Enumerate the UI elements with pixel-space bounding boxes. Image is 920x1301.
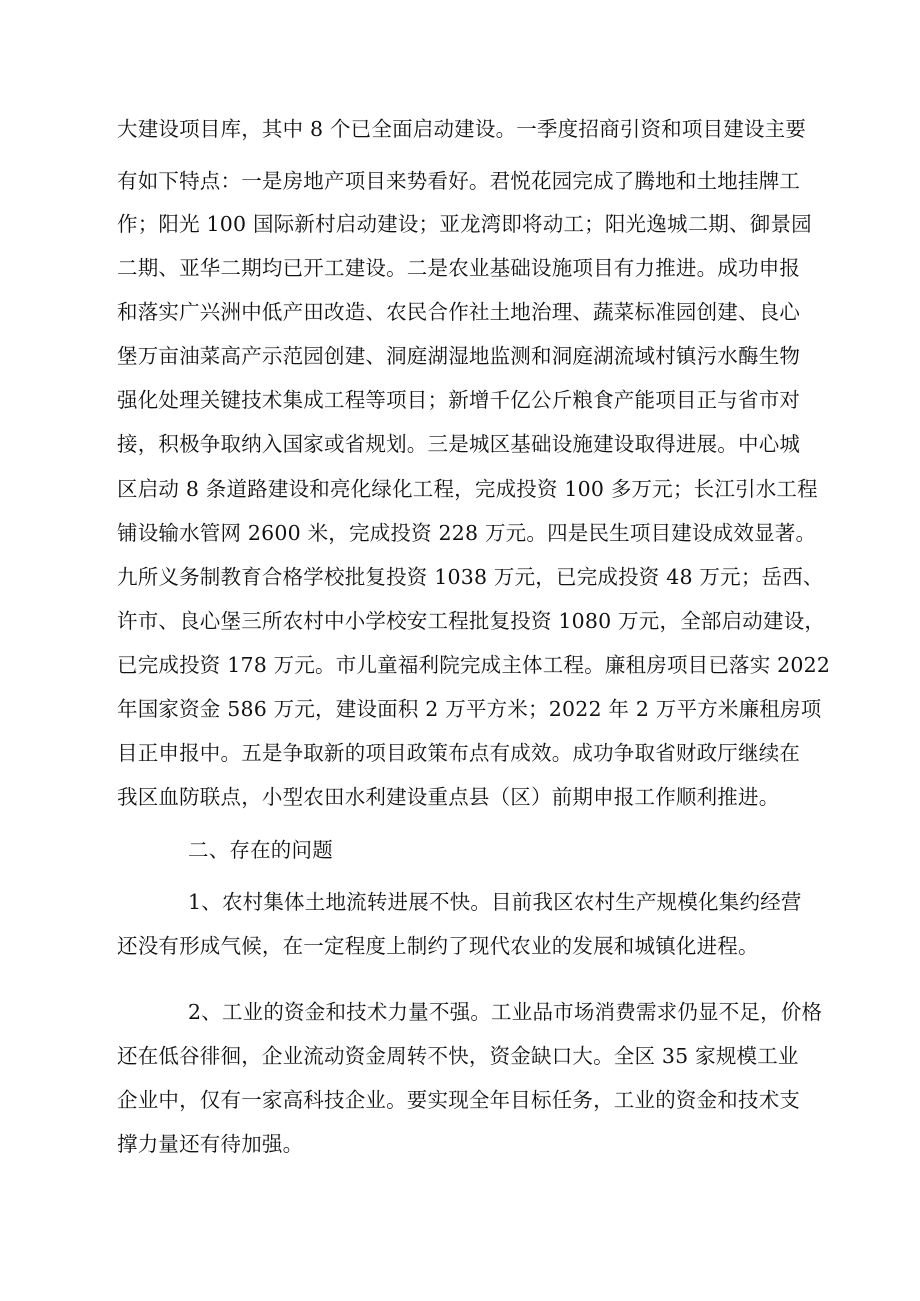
- issue-line: 2、工业的资金和技术力量不强。工业品市场消费需求仍显不足，价格: [188, 1000, 823, 1024]
- paragraph-line: 已完成投资 178 万元。市儿童福利院完成主体工程。廉租房项目已落实 2022: [117, 653, 831, 677]
- paragraph-line: 年国家资金 586 万元，建设面积 2 万平方米；2022 年 2 万平方米廉租房项: [117, 697, 822, 721]
- issue-line: 1、农村集体土地流转进展不快。目前我区农村生产规模化集约经营: [188, 890, 802, 914]
- paragraph-line: 二期、亚华二期均已开工建设。二是农业基础设施项目有力推进。成功申报: [117, 256, 801, 280]
- paragraph-line: 许市、良心堡三所农村中小学校安工程批复投资 1080 万元，全部启动建设，: [117, 609, 826, 633]
- section-heading: 二、存在的问题: [188, 838, 333, 862]
- paragraph-line: 接，积极争取纳入国家或省规划。三是城区基础设施建设取得进展。中心城: [117, 432, 801, 456]
- issue-line: 还没有形成气候，在一定程度上制约了现代农业的发展和城镇化进程。: [117, 934, 759, 958]
- paragraph-line: 区启动 8 条道路建设和亮化绿化工程，完成投资 100 多万元；长江引水工程: [117, 477, 818, 501]
- paragraph-line: 和落实广兴洲中低产田改造、农民合作社土地治理、蔬菜标准园创建、良心: [117, 300, 801, 324]
- paragraph-line: 强化处理关键技术集成工程等项目；新增千亿公斤粮食产能项目正与省市对: [117, 388, 801, 412]
- paragraph-line: 目正申报中。五是争取新的项目政策布点有成效。成功争取省财政厅继续在: [117, 741, 801, 765]
- issue-line: 撑力量还有待加强。: [117, 1132, 304, 1156]
- paragraph-line: 九所义务制教育合格学校批复投资 1038 万元，已完成投资 48 万元；岳西、: [117, 565, 824, 589]
- paragraph-line: 我区血防联点，小型农田水利建设重点县（区）前期申报工作顺利推进。: [117, 785, 780, 809]
- paragraph-line: 大建设项目库，其中 8 个已全面启动建设。一季度招商引资和项目建设主要: [117, 117, 807, 141]
- paragraph-line: 作；阳光 100 国际新村启动建设；亚龙湾即将动工；阳光逸城二期、御景园: [117, 212, 812, 236]
- paragraph-line: 铺设输水管网 2600 米，完成投资 228 万元。四是民生项目建设成效显著。: [117, 521, 817, 545]
- paragraph-line: 堡万亩油菜高产示范园创建、洞庭湖湿地监测和洞庭湖流域村镇污水酶生物: [117, 344, 801, 368]
- paragraph-line: 有如下特点：一是房地产项目来势看好。君悦花园完成了腾地和土地挂牌工: [117, 169, 801, 193]
- issue-line: 还在低谷徘徊，企业流动资金周转不快，资金缺口大。全区 35 家规模工业: [117, 1044, 799, 1068]
- issue-line: 企业中，仅有一家高科技企业。要实现全年目标任务，工业的资金和技术支: [117, 1088, 801, 1112]
